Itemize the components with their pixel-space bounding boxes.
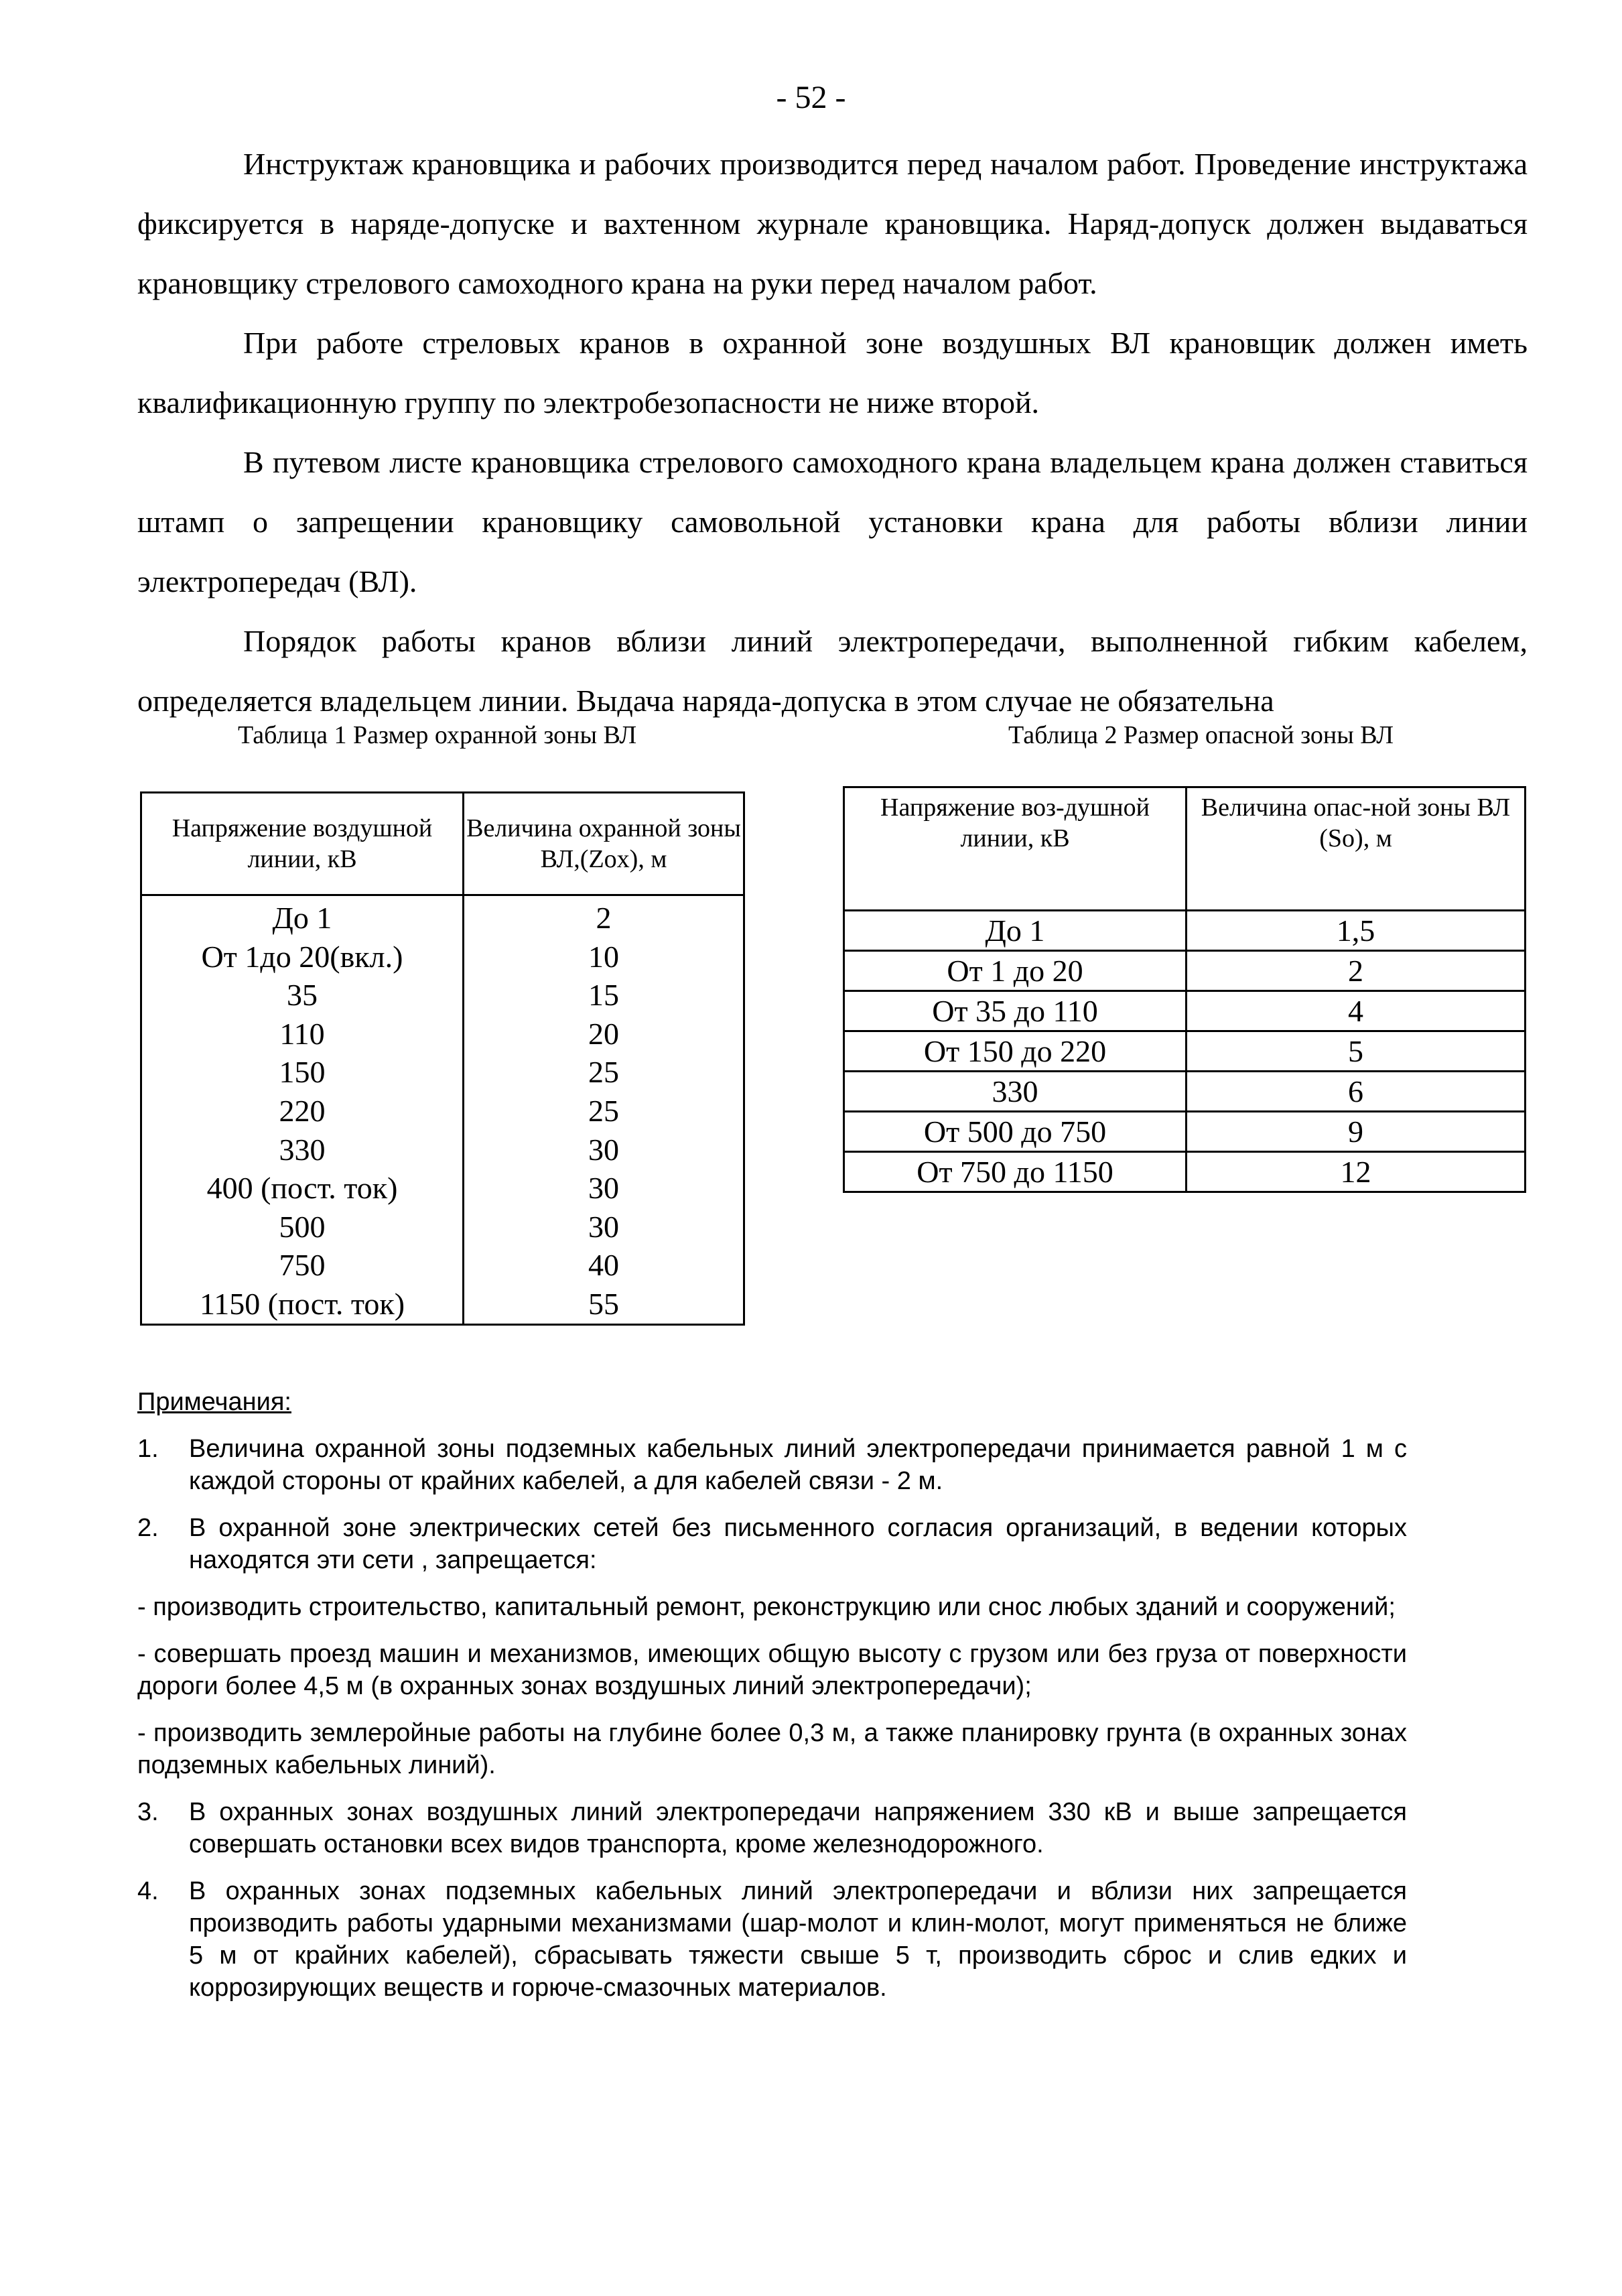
zone-size-value: 25 — [588, 1093, 619, 1128]
note-item — [137, 1433, 1407, 1497]
voltage-value: До 1 — [272, 901, 332, 935]
danger-zone-value: 5 — [1187, 1031, 1526, 1072]
voltage-value: 330 — [844, 1072, 1187, 1112]
note-item — [137, 1796, 1407, 1860]
zone-size-value: 30 — [588, 1132, 619, 1167]
voltage-value: 220 — [279, 1093, 326, 1128]
table-row — [844, 951, 1526, 991]
voltage-value: 150 — [279, 1055, 326, 1090]
voltage-value: От 500 до 750 — [844, 1112, 1187, 1152]
table-row — [844, 1112, 1526, 1152]
voltage-value: От 35 до 110 — [844, 991, 1187, 1031]
note-item — [137, 1512, 1407, 1576]
zone-size-value: 25 — [588, 1055, 619, 1090]
table-row — [844, 991, 1526, 1031]
paragraph: В путевом листе крановщика стрелового самоходного крана владельцем крана должен ставиться штамп о запрещении крановщику самовольной установки крана для работы вблизи линии электропередач (ВЛ). — [137, 445, 1528, 598]
table-row — [844, 1072, 1526, 1112]
table-header-row — [141, 793, 744, 895]
table-row — [844, 1031, 1526, 1072]
note-text: Величина охранной зоны подземных кабельных линий электропередачи принимается равной 1 м с каждой стороны от крайних кабелей, а для кабелей связи - 2 м. — [189, 1435, 1407, 1495]
note-number: 2. — [137, 1514, 159, 1542]
zone-size-value: 2 — [596, 901, 612, 935]
note-number: 1. — [137, 1435, 159, 1463]
zone-size-value: 40 — [588, 1248, 619, 1283]
voltage-value: 35 — [287, 978, 318, 1013]
notes-heading: Примечания: — [137, 1388, 291, 1416]
voltage-value: От 150 до 220 — [844, 1031, 1187, 1072]
paragraph: Инструктаж крановщика и рабочих производится перед началом работ. Проведение инструктажа фиксируется в наряде-допуске и вахтенном журнале крановщика. Наряд-допуск должен выдаваться крановщику стрелового самоходного крана на руки перед началом работ. — [137, 147, 1528, 300]
zone-size-value: 20 — [588, 1016, 619, 1051]
note-subitem: - производить землеройные работы на глубине более 0,3 м, а также планировку грунта (в охранных зонах подземных кабельных линий). — [137, 1719, 1407, 1779]
danger-zone-value: 12 — [1187, 1152, 1526, 1192]
paragraph: Порядок работы кранов вблизи линий электропередачи, выполненной гибким кабелем, определяется владельцем линии. Выдача наряда-допуска в этом случае не обязательна — [137, 624, 1528, 718]
body-text — [137, 134, 1528, 730]
column-header: Величина охранной зоны ВЛ,(Zox), м — [464, 793, 744, 895]
note-text: В охранных зонах подземных кабельных линий электропередачи и вблизи них запрещается производить работы ударными механизмами (шар-молот и клин-молот, могут применяться не ближе 5 м от крайних кабелей), сбрасывать тяжести свыше 5 т, производить сброс и слив едких и коррозирующих веществ и горюче-смазочных материалов. — [189, 1877, 1407, 2002]
page-number: - 52 - — [776, 80, 846, 115]
note-subitem: - производить строительство, капитальный ремонт, реконструкцию или снос любых зданий и сооружений; — [137, 1593, 1396, 1621]
note-text: В охранной зоне электрических сетей без письменного согласия организаций, в ведении которых находятся эти сети , запрещается: — [189, 1514, 1407, 1574]
note-number: 3. — [137, 1798, 159, 1826]
table2-caption: Таблица 2 Размер опасной зоны ВЛ — [1008, 721, 1394, 749]
note-text: В охранных зонах воздушных линий электропередачи напряжением 330 кВ и выше запрещается совершать остановки всех видов транспорта, кроме железнодорожного. — [189, 1798, 1407, 1858]
zone-size-value: 30 — [588, 1171, 619, 1206]
zone-size-value: 30 — [588, 1209, 619, 1244]
voltage-value: 110 — [279, 1016, 325, 1051]
danger-zone-value: 4 — [1187, 991, 1526, 1031]
voltage-value: От 750 до 1150 — [844, 1152, 1187, 1192]
note-subitem: - совершать проезд машин и механизмов, имеющих общую высоту с грузом или без груза от поверхности дороги более 4,5 м (в охранных зонах воздушных линий электропередачи); — [137, 1640, 1407, 1700]
table-row — [141, 895, 744, 1325]
voltage-value: 1150 (пост. ток) — [199, 1286, 405, 1321]
zone-size-value: 55 — [588, 1286, 619, 1321]
voltage-value: От 1до 20(вкл.) — [201, 939, 403, 974]
voltage-value: До 1 — [844, 911, 1187, 951]
zone-size-value: 15 — [588, 978, 619, 1013]
danger-zone-value: 9 — [1187, 1112, 1526, 1152]
table-row — [844, 1152, 1526, 1192]
paragraph: При работе стреловых кранов в охранной зоне воздушных ВЛ крановщик должен иметь квалификационную группу по электробезопасности не ниже второй. — [137, 326, 1528, 420]
voltage-value: 750 — [279, 1248, 326, 1283]
zone-size-value: 10 — [588, 939, 619, 974]
protection-zone-table — [140, 791, 745, 1326]
table1-caption: Таблица 1 Размер охранной зоны ВЛ — [238, 721, 637, 749]
table-header-row — [844, 787, 1526, 911]
voltage-column — [141, 895, 464, 1325]
voltage-value: От 1 до 20 — [844, 951, 1187, 991]
column-header: Величина опас-ной зоны ВЛ (So), м — [1187, 787, 1526, 911]
note-number: 4. — [137, 1877, 159, 1905]
danger-zone-value: 6 — [1187, 1072, 1526, 1112]
voltage-value: 330 — [279, 1132, 326, 1167]
column-header: Напряжение воздушной линии, кВ — [141, 793, 464, 895]
column-header: Напряжение воз-душной линии, кВ — [844, 787, 1187, 911]
danger-zone-value: 2 — [1187, 951, 1526, 991]
danger-zone-value: 1,5 — [1187, 911, 1526, 951]
table-row — [844, 911, 1526, 951]
notes-section — [137, 1386, 1407, 2019]
voltage-value: 500 — [279, 1209, 326, 1244]
note-item — [137, 1875, 1407, 2004]
zone-size-column — [464, 895, 744, 1325]
voltage-value: 400 (пост. ток) — [206, 1171, 398, 1206]
danger-zone-table — [843, 786, 1526, 1193]
